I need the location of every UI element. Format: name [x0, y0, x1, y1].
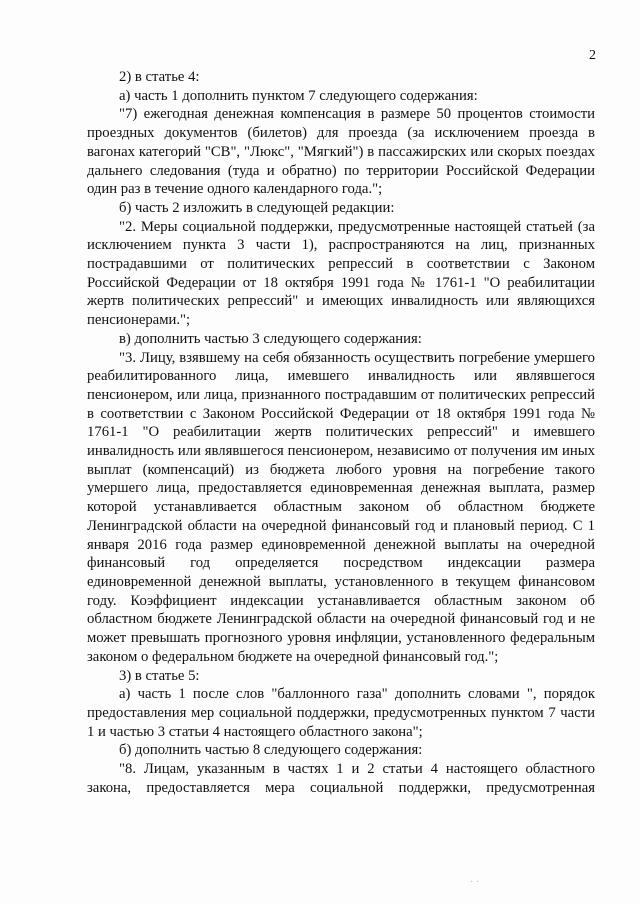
paragraph-4a-intro: а) часть 1 дополнить пунктом 7 следующего содержания:: [119, 87, 478, 104]
paragraph-4c-intro: в) дополнить частью 3 следующего содержания:: [119, 330, 422, 347]
paragraph-4b-intro: б) часть 2 изложить в следующей редакции:: [119, 199, 395, 216]
scan-artifact: · ·: [470, 877, 480, 888]
paragraph-5b-intro: б) дополнить частью 8 следующего содержания:: [119, 742, 423, 759]
paragraph-4b-text: "2. Меры социальной поддержки, предусмотренные настоящей статьей (за исключением пункта 3 части 1), распространяются на лиц, признанных пострадавшими от политических репрессий в соответствии с Законом Российской Федерации от 18 октября 1991 года № 1761-1 "О реабилитации жертв политических репрессий" и имеющих инвалидность или являющихся пенсионерами.";: [87, 218, 595, 329]
document-body: [87, 68, 595, 797]
paragraph-4c-text: "3. Лицу, взявшему на себя обязанность осуществить погребение умершего реабилитированного лица, имевшего инвалидность или являвшегося пенсионером, или лица, признанного пострадавшим от политических репрессий в соответствии с Законом Российской Федерации от 18 октября 1991 года № 1761-1 "О реабилитации жертв политических репрессий" и имевшего инвалидность или являвшегося пенсионером, независимо от получения им иных выплат (компенсаций) из бюджета любого уровня на погребение такого умершего лица, предоставляется единовременная денежная выплата, размер которой устанавливается областным законом об областном бюджете Ленинградской области на очередной финансовый год и плановый период. С 1 января 2016 года размер единовременной денежной выплаты на очередной финансовый год определяется посредством индексации размера единовременной денежной выплаты, установленного в текущем финансовом году. Коэффициент индексации устанавливается областным законом об областном бюджете Ленинградской области на очередной финансовый год и не может превышать прогнозного уровня инфляции, установленного федеральным законом о федеральном бюджете на очередной финансовый год.";: [87, 349, 595, 665]
paragraph-4a-text: "7) ежегодная денежная компенсация в размере 50 процентов стоимости проездных документов (билетов) для проезда (за исключением проезда в вагонах категорий "СВ", "Люкс", "Мягкий") в пассажирских или скорых поездах дальнего следования (туда и обратно) по территории Российской Федерации один раз в течение одного календарного года.";: [87, 106, 595, 198]
page-number: 2: [589, 48, 596, 63]
paragraph-5b-text: "8. Лицам, указанным в частях 1 и 2 статьи 4 настоящего областного закона, предоставляется мера социальной поддержки, предусмотренная: [87, 761, 595, 796]
paragraph-article-5-heading: 3) в статье 5:: [119, 667, 200, 684]
paragraph-article-4-heading: 2) в статье 4:: [119, 69, 200, 85]
paragraph-5a-text: а) часть 1 после слов "баллонного газа" дополнить словами ", порядок предоставления мер социальной поддержки, предусмотренных пунктом 7 части 1 и частью 3 статьи 4 настоящего областного закона";: [87, 686, 595, 740]
